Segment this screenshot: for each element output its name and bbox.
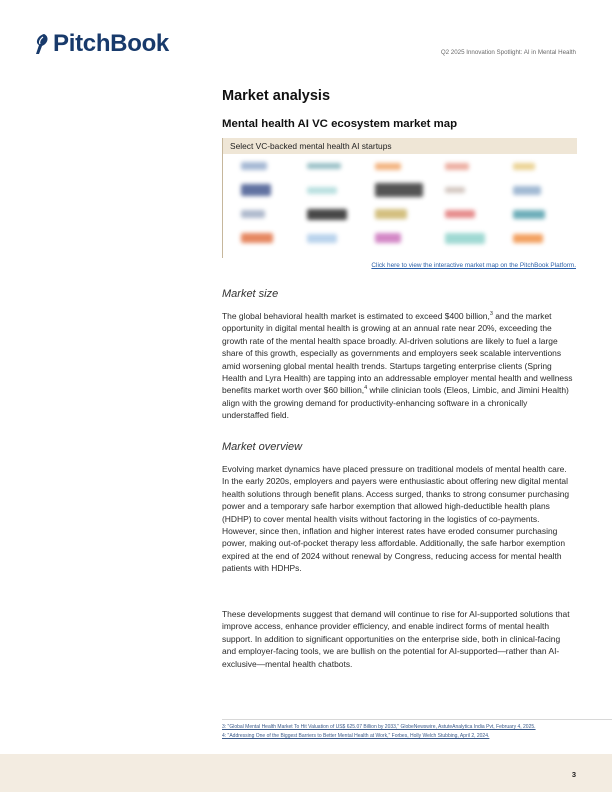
market-overview-paragraph-2: These developments suggest that demand will continue to rise for AI-supported solutions that improve access, enhance provider efficiency, and enable indirect forms of mental health support. In addition to significant opportunities on the enterprise side, both in clinical-facing and employer-facing tools, we are bullish on the potential for AI-supported—rather than AI-exclusive—mental health chatbots. <box>222 609 570 669</box>
market-map-title: Mental health AI VC ecosystem market map <box>222 118 458 130</box>
brand-name: PitchBook <box>53 30 169 57</box>
startup-logo <box>513 163 535 170</box>
interactive-map-link[interactable]: Click here to view the interactive market map on the PitchBook Platform. <box>371 262 576 269</box>
footnote-divider <box>222 719 612 720</box>
startup-logo <box>241 210 265 218</box>
startup-logo <box>241 184 271 196</box>
startup-logo <box>375 163 401 170</box>
startup-logo <box>307 234 337 243</box>
startup-logo <box>241 162 267 170</box>
footnote-4[interactable]: 4: "Addressing One of the Biggest Barriers to Better Mental Health at Work," Forbes, Holly Welch Stubbing, April 2, 2024. <box>222 733 490 739</box>
startup-logo <box>445 187 465 193</box>
startup-logo <box>375 233 401 243</box>
market-overview-heading: Market overview <box>222 441 303 453</box>
startup-logo <box>513 186 541 195</box>
startup-logo <box>445 233 485 244</box>
startup-logo <box>375 209 407 219</box>
startup-logo <box>375 183 423 197</box>
startup-logo <box>445 163 469 170</box>
market-size-paragraph: The global behavioral health market is estimated to exceed $400 billion,$^3$ and the market opportunity in digital mental health is growing at an annual rate near 20%, exceeding the growth rate of the mental health space broadly. AI-driven solutions are likely to fuel a large share of this growth, especially as governments and employers seek scalable interventions amid worsening global mental health trends. Startups targeting enterprise clients (Spring Health and Lyra Health) are tapping into an addressable employer mental health and wellness benefits market worth over $60 billion,$^4$ while clinician tools (Eleos, Limbic, and Jimini Health) align with the growing demand for productivity-enhancing software in a chronically understaffed field. <box>222 311 573 421</box>
market-overview-paragraph-1: Evolving market dynamics have placed pressure on traditional models of mental health care. In the early 2020s, employers and payers were enthusiastic about offering new digital mental health solutions through benefit plans. Access surged, thanks to strong consumer purchasing power and a temporary safe harbor exemption that allowed high-deductible health plans (HDHP) to cover mental health visits without factoring in the logistics of co-payments. However, since then, inflation and higher interest rates have eroded consumer purchasing power, making out-of-pocket therapy less affordable. Additionally, the safe harbor exemption expired at the end of 2024 without renewal by Congress, reducing access for mental health patients with HDHPs. <box>222 464 570 574</box>
startup-logo <box>307 187 337 194</box>
footnote-ref-4[interactable]: 4 <box>364 385 368 392</box>
footnote-ref-3[interactable]: 3 <box>489 311 493 318</box>
market-size-heading: Market size <box>222 288 279 300</box>
startup-logo <box>513 234 543 243</box>
startup-logo <box>445 210 475 218</box>
startup-logo <box>241 233 273 243</box>
startup-logo <box>307 163 341 169</box>
section-title: Market analysis <box>222 88 331 104</box>
startup-logo <box>307 209 347 220</box>
pitchbook-logo <box>33 32 169 56</box>
market-map-header: Select VC-backed mental health AI startups <box>223 138 577 154</box>
report-title: Q2 2025 Innovation Spotlight: AI in Mental Health <box>440 49 576 56</box>
startup-logo <box>513 210 545 219</box>
pitchbook-leaf-icon <box>33 34 50 54</box>
page-number: 3 <box>571 770 576 779</box>
market-map <box>222 138 577 258</box>
market-map-logo-grid <box>223 154 577 258</box>
footnote-3[interactable]: 3: "Global Mental Health Market To Hit Valuation of US$ 625.07 Billion by 2033," GlobeNewswire, AstuteAnalytica India Pvt, February 4, 2025. <box>222 724 536 730</box>
page-footer <box>0 754 612 792</box>
